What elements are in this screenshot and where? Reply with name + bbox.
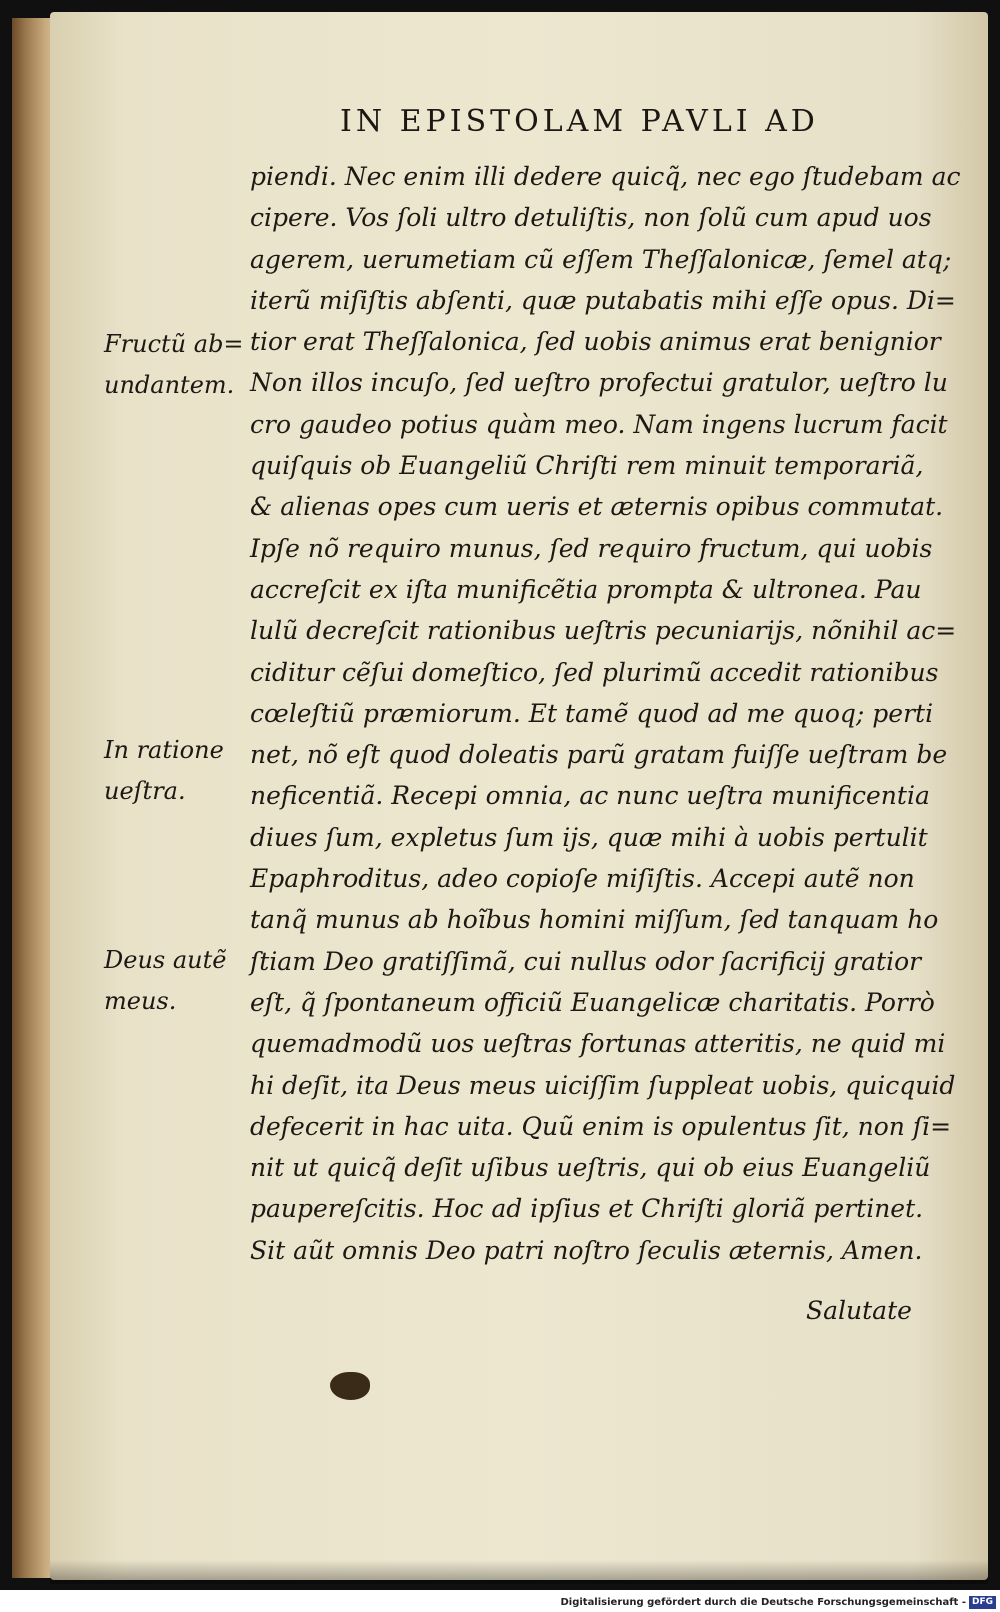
text-line: Non illos incuſo, ſed ueſtro profectui gratulor, ueſtro lu <box>250 368 948 398</box>
text-line: iterũ miſiſtis abſenti, quæ putabatis mihi eſſe opus. Di= <box>250 285 956 315</box>
margin-note-deus-autem <box>104 940 244 1022</box>
text-line: Sit aũt omnis Deo patri noſtro ſeculis æternis, Amen. <box>250 1235 923 1265</box>
text-line: defecerit in hac uita. Quũ enim is opulentus ſit, non ſi= <box>250 1111 952 1141</box>
text-line: quemadmodũ uos ueſtras fortunas atteritis, ne quid mi <box>250 1029 946 1059</box>
margin-note-line: ueſtra. <box>104 777 186 805</box>
text-line: neficentiã. Recepi omnia, ac nunc ueſtra munificentia <box>250 781 930 811</box>
text-line: ciditur cẽſui domeſtico, ſed plurimũ accedit rationibus <box>250 657 939 687</box>
text-line: net, nõ eſt quod doleatis parũ gratam fuiſſe ueſtram be <box>250 740 948 770</box>
margin-note-line: Deus autẽ <box>104 946 227 974</box>
text-line: tanq̃ munus ab hoĩbus homini miſſum, ſed tanquam ho <box>250 905 939 935</box>
margin-note-line: Fructũ ab= <box>104 330 244 358</box>
text-line: nit ut quicq̃ deſit uſibus ueſtris, qui ob eius Euangeliũ <box>250 1153 931 1183</box>
margin-note-line: undantem. <box>104 371 235 399</box>
text-line: Ipſe nõ requiro munus, ſed requiro fructum, qui uobis <box>250 533 933 563</box>
text-line: hi deſit, ita Deus meus uiciſſim ſuppleat uobis, quicquid <box>250 1070 956 1100</box>
text-line: & alienas opes cum ueris et æternis opibus commutat. <box>250 492 944 522</box>
text-line: agerem, uerumetiam cũ eſſem Theſſalonicæ, ſemel atq; <box>250 244 952 274</box>
margin-note-in-ratione <box>104 730 244 812</box>
page-shadow <box>50 1560 988 1584</box>
ink-stain <box>330 1372 370 1400</box>
main-text-block <box>250 156 961 1271</box>
text-line: piendi. Nec enim illi dedere quicq̃, nec ego ſtudebam ac <box>250 162 961 191</box>
text-line: cro gaudeo potius quàm meo. Nam ingens lucrum facit <box>250 409 948 439</box>
running-head: IN EPISTOLAM PAVLI AD <box>340 104 819 139</box>
text-line: quiſquis ob Euangeliũ Chriſti rem minuit temporariã, <box>250 451 924 481</box>
text-line: cipere. Vos ſoli ultro detuliſtis, non ſolũ cum apud uos <box>250 203 932 233</box>
digitization-footer <box>0 1592 1000 1611</box>
margin-note-line: In ratione <box>104 736 224 764</box>
catchword: Salutate <box>806 1296 912 1325</box>
text-line: cœleſtiũ præmiorum. Et tamẽ quod ad me quoq; perti <box>250 698 934 728</box>
text-line: eſt, q̃ ſpontaneum officiũ Euangelicæ charitatis. Porrò <box>250 987 935 1017</box>
text-line: Epaphroditus, adeo copioſe miſiſtis. Accepi autẽ non <box>250 864 915 894</box>
text-line: paupereſcitis. Hoc ad ipſius et Chriſti gloriã pertinet. <box>250 1194 924 1224</box>
margin-note-line: meus. <box>104 987 177 1015</box>
margin-note-fructum <box>104 324 244 406</box>
text-line: ſtiam Deo gratiſſimã, cui nullus odor ſacrificij gratior <box>250 946 922 976</box>
text-line: lulũ decreſcit rationibus ueſtris pecuniarijs, nõnihil ac= <box>250 616 957 646</box>
footer-credit: Digitalisierung gefördert durch die Deutsche Forschungsgemeinschaft - <box>560 1597 966 1608</box>
dfg-logo-icon: DFG <box>969 1596 996 1609</box>
text-line: tior erat Theſſalonica, ſed uobis animus erat benignior <box>250 327 941 357</box>
text-line: accreſcit ex iſta munificẽtia prompta & ultronea. Pau <box>250 574 922 604</box>
text-line: diues ſum, expletus ſum ijs, quæ mihi à uobis pertulit <box>250 822 928 852</box>
